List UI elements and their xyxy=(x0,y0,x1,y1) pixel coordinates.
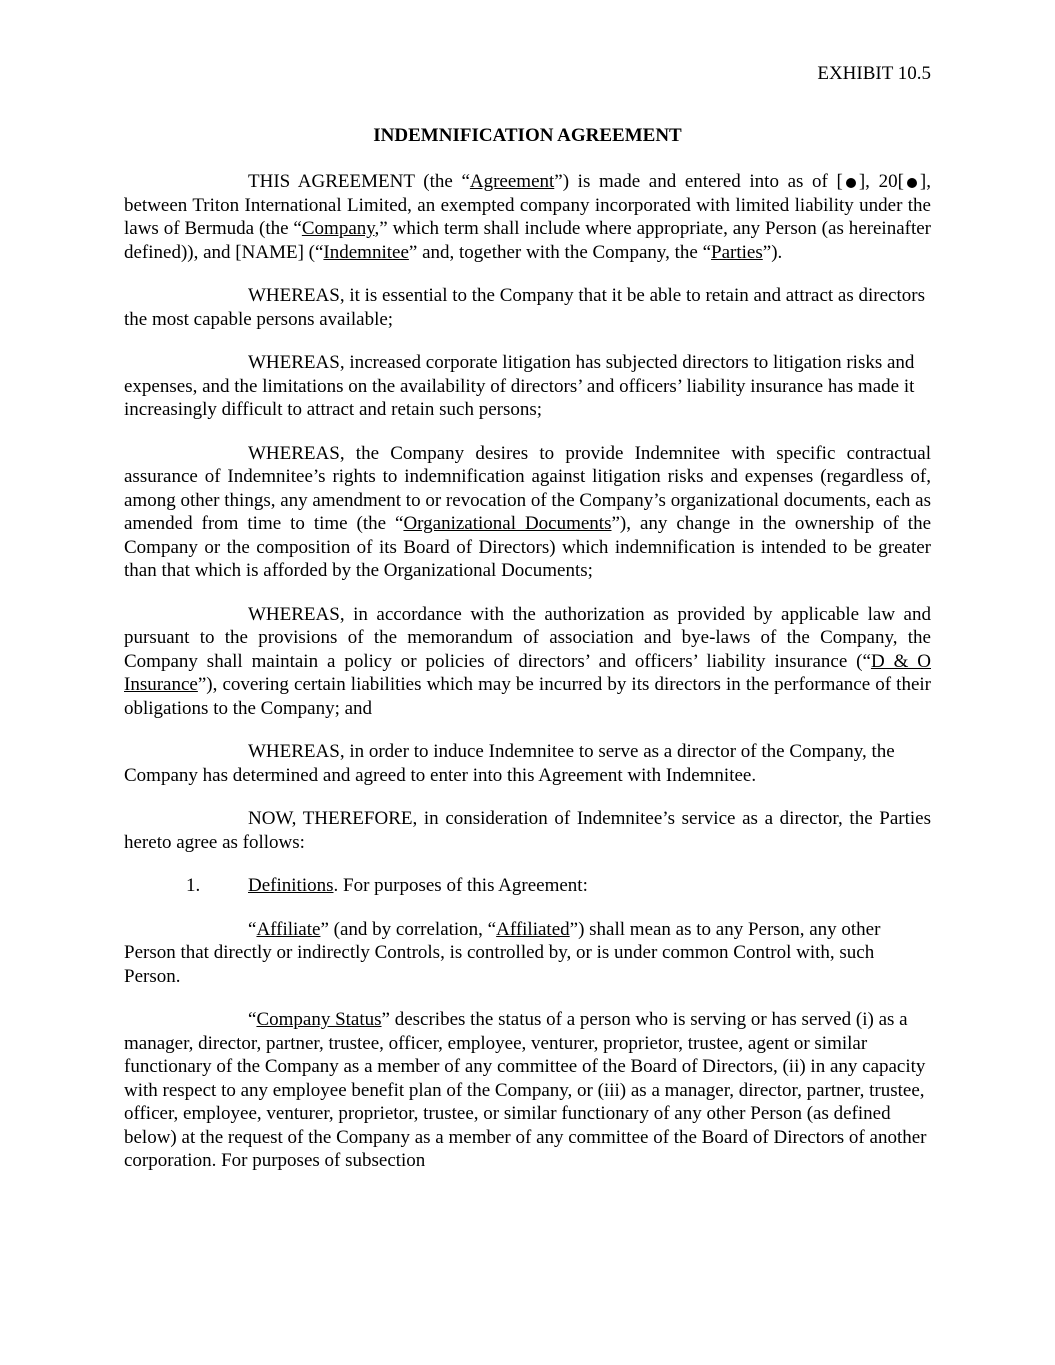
text-run: ”) shall mean as to any Person, any other Person that directly or indirectly Controls, is controlled by, or is under common Control with, such Person. xyxy=(124,918,881,987)
defined-term-do-insurance: D & O Insurance xyxy=(124,650,931,695)
text-run: WHEREAS, in accordance with the authorization as provided by applicable law and pursuant to the provisions of the memorandum of association and bye-laws of the Company, the Company shall maintain a policy or policies of directors’ and officers’ liability insurance (“ xyxy=(124,603,931,672)
text-run: ”) is made and entered into as of [ xyxy=(554,171,843,192)
now-therefore-paragraph: NOW, THEREFORE, in consideration of Indemnitee’s service as a director, the Parties hereto agree as follows: xyxy=(124,808,931,853)
defined-term-agreement: Agreement xyxy=(469,171,555,192)
text-run: “ xyxy=(248,1009,257,1030)
text-run: ,” which term shall include where appropriate, any Person (as hereinafter defined)), and [NAME] (“ xyxy=(124,218,932,263)
defined-term-indemnitee: Indemnitee xyxy=(323,241,409,263)
text-run: ” (and by correlation, “ xyxy=(320,918,497,940)
blank-bullet-icon xyxy=(907,178,917,188)
section-number: 1. xyxy=(186,875,201,896)
preamble-paragraph xyxy=(124,170,931,264)
definition-affiliate xyxy=(124,918,931,989)
whereas-paragraph-4 xyxy=(124,603,931,721)
section-1-heading xyxy=(124,874,931,898)
whereas-paragraph-5: WHEREAS, in order to induce Indemnitee to serve as a director of the Company, the Company has determined and agreed to enter into this Agreement with Indemnitee. xyxy=(124,741,895,786)
whereas-paragraph-1: WHEREAS, it is essential to the Company that it be able to retain and attract as directors the most capable persons available; xyxy=(124,285,925,330)
defined-term-organizational-documents: Organizational Documents xyxy=(403,513,612,534)
defined-term-company-status: Company Status xyxy=(256,1009,382,1030)
text-run: “ xyxy=(248,918,257,940)
text-run: ” describes the status of a person who is serving or has served (i) as a manager, director, partner, trustee, officer, employee, venturer, proprietor, trustee, agent or similar functionary of the Company as a member of any committee of the Board of Directors, (ii) in any capacity with respect to any employee benefit plan of the Company, or (iii) as a manager, director, partner, trustee, officer, employee, venturer, proprietor, trustee, or similar functionary of any other Person (as defined below) at the request of the Company as a member of any committee of the Board of Directors of another corporation. For purposes of subsection xyxy=(124,1009,927,1171)
definition-company-status xyxy=(124,1008,931,1173)
document-title: INDEMNIFICATION AGREEMENT xyxy=(373,125,682,146)
defined-term-affiliate: Affiliate xyxy=(256,918,321,940)
text-run: WHEREAS, the Company desires to provide Indemnitee with specific contractual assurance of Indemnitee’s rights to indemnification against litigation risks and expenses (regardless of, among other things, any amendment to or revocation of the Company’s organizational documents, each as amended from time to time (the “ xyxy=(124,442,931,534)
text-run: ”), any change in the ownership of the Company or the composition of its Board of Directors) which indemnification is intended to be greater than that which is afforded by the Organizational Documents; xyxy=(124,513,932,581)
defined-term-parties: Parties xyxy=(711,241,763,263)
section-title-definitions: Definitions xyxy=(248,875,334,896)
text-run: ], between Triton International Limited, an exempted company incorporated with limited liability under the laws of Bermuda (the “ xyxy=(124,171,931,239)
text-run: THIS AGREEMENT (the “ xyxy=(248,171,470,192)
text-run: ”). xyxy=(762,241,783,263)
document-body xyxy=(124,170,931,1193)
text-run: ” and, together with the Company, the “ xyxy=(408,241,712,263)
exhibit-label: EXHIBIT 10.5 xyxy=(817,63,931,84)
text-run: . For purposes of this Agreement: xyxy=(333,875,588,896)
text-run: ”), covering certain liabilities which may be incurred by its directors in the performance of their obligations to the Company; and xyxy=(124,674,931,719)
defined-term-affiliated: Affiliated xyxy=(496,918,570,940)
defined-term-company: Company xyxy=(301,218,375,239)
blank-bullet-icon xyxy=(846,178,856,188)
text-run: ], 20[ xyxy=(858,171,904,192)
whereas-paragraph-3 xyxy=(124,442,931,583)
whereas-paragraph-2: WHEREAS, increased corporate litigation has subjected directors to litigation risks and expenses, and the limitations on the availability of directors’ and officers’ liability insurance has made it increasingly difficult to attract and retain such persons; xyxy=(124,352,915,420)
